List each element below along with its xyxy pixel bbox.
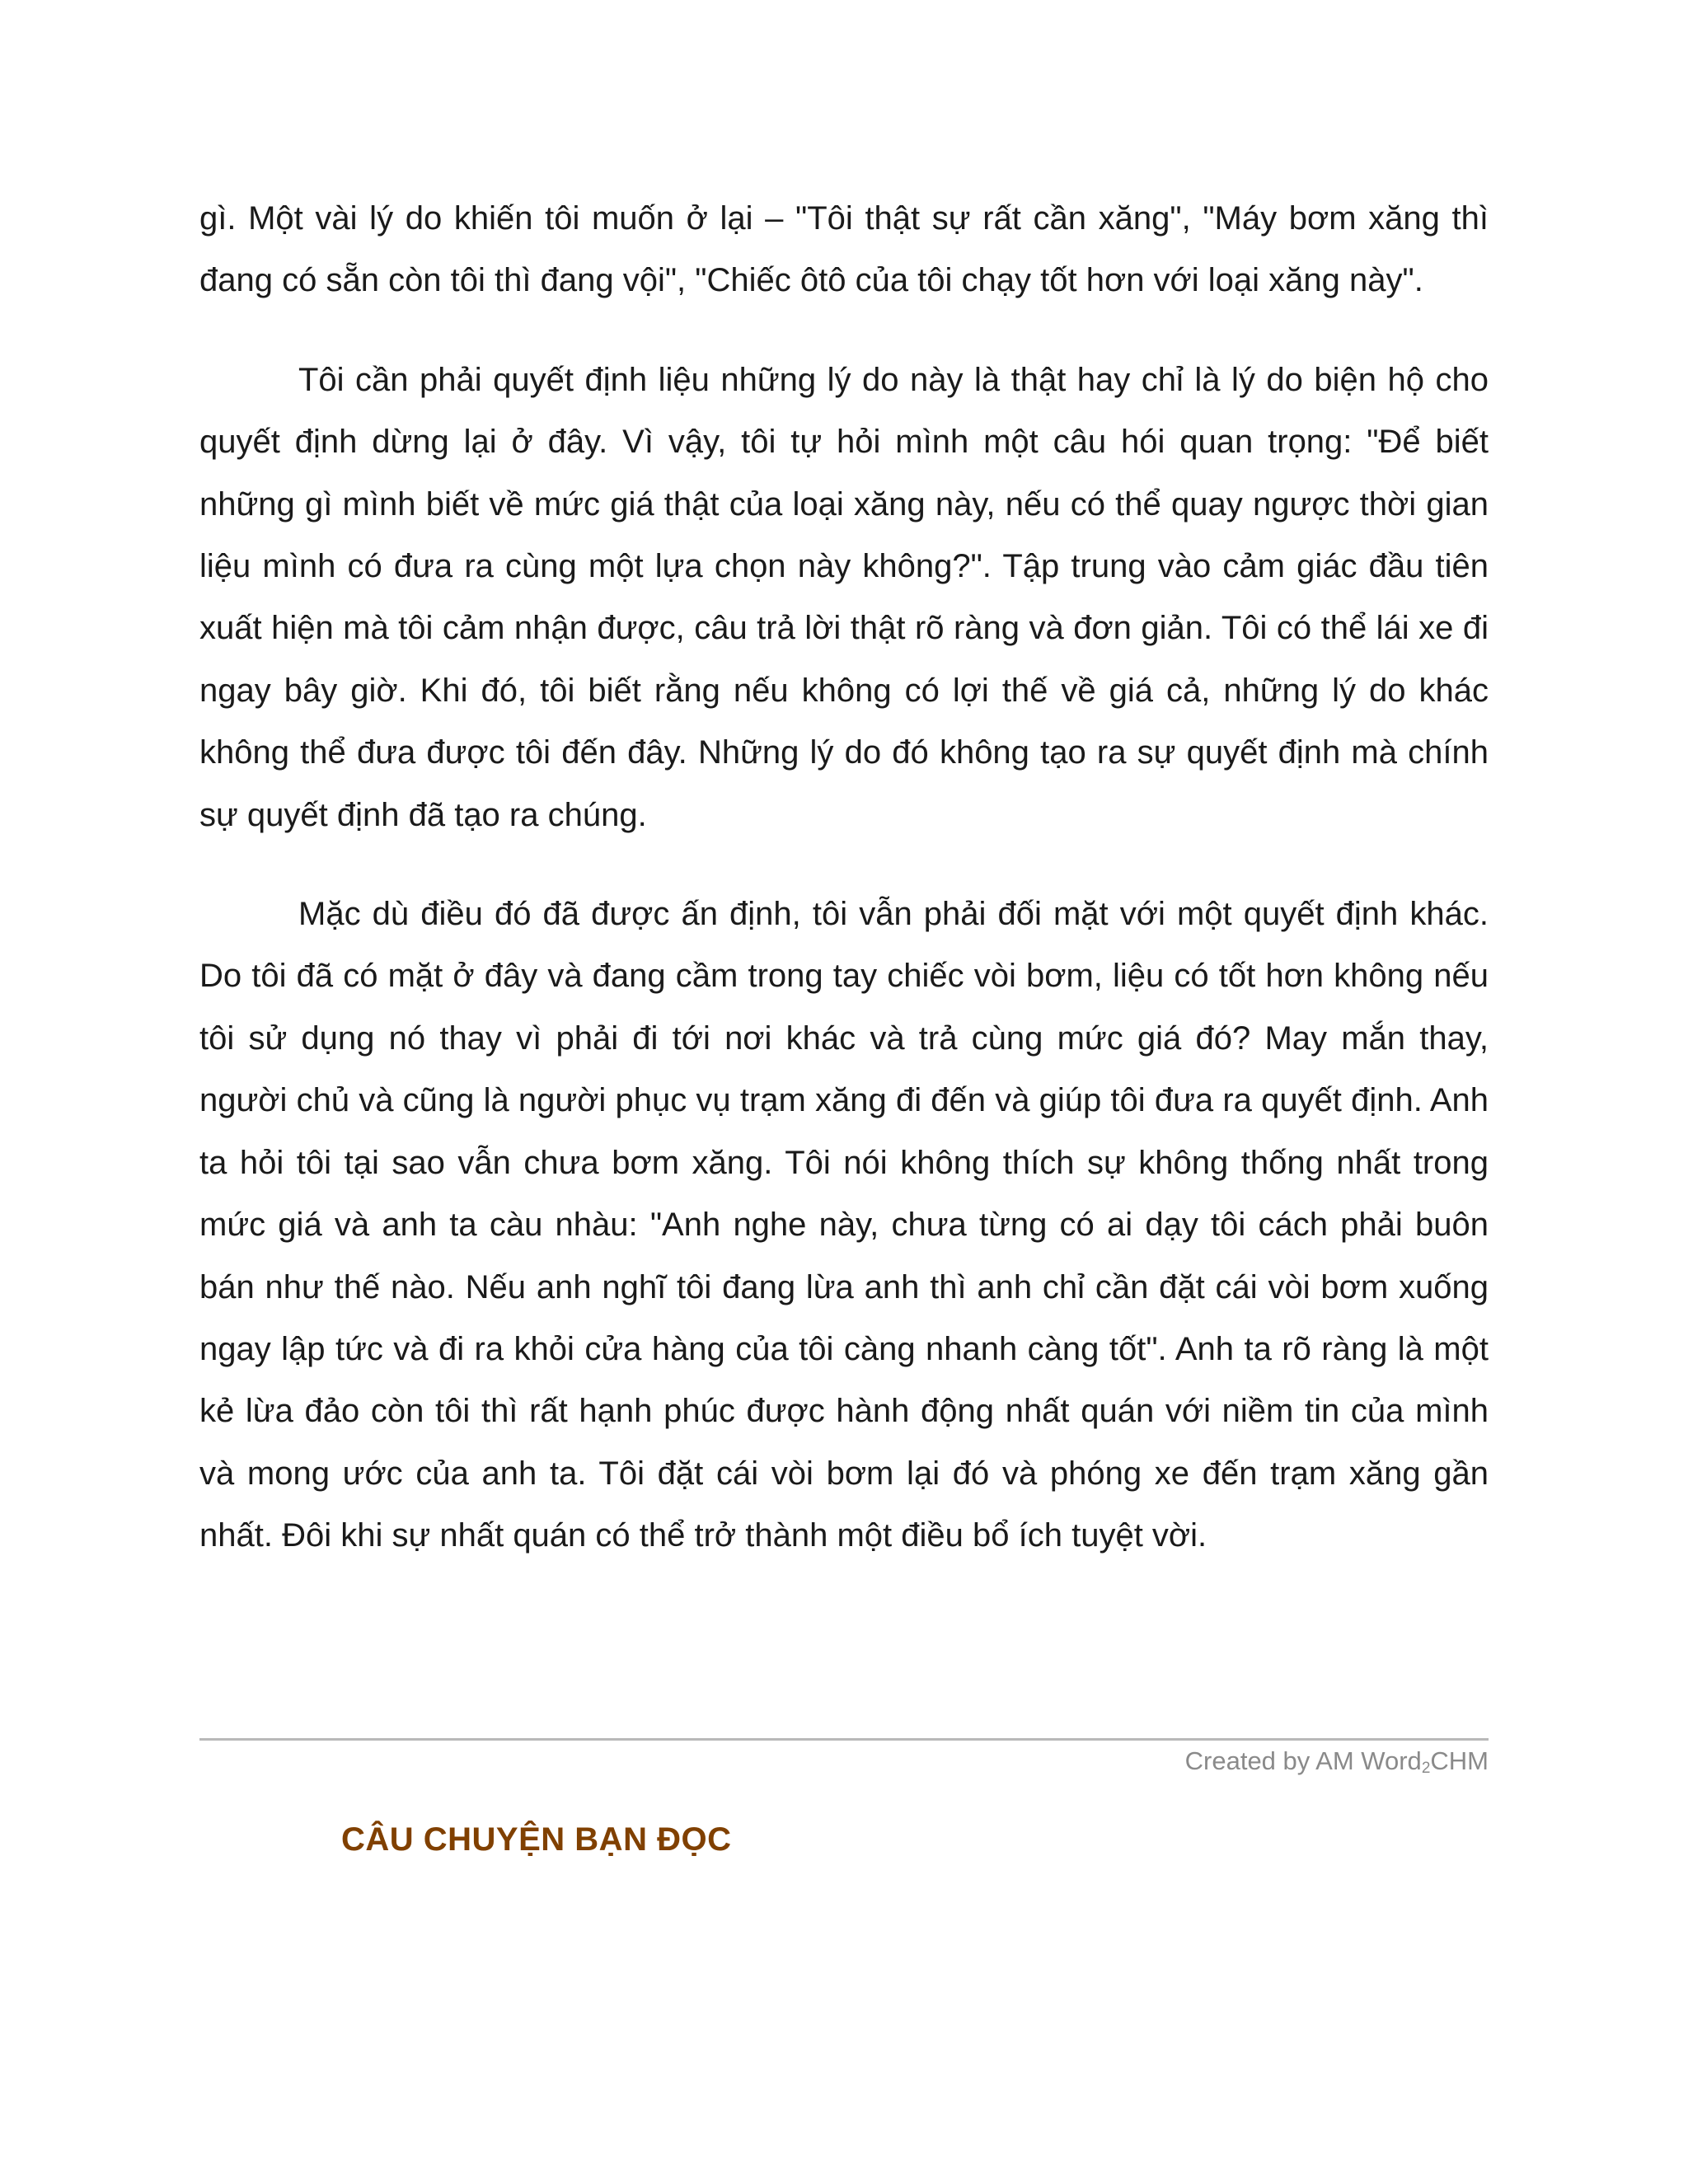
credit-suffix: CHM bbox=[1430, 1746, 1489, 1775]
section-heading: CÂU CHUYỆN BẠN ĐỌC bbox=[341, 1821, 732, 1858]
paragraph-2: Tôi cần phải quyết định liệu những lý do này là thật hay chỉ là lý do biện hộ cho quyết định dừng lại ở đây. Vì vậy, tôi tự hỏi mình một câu hói quan trọng: "Để biết những gì mình biết về mức giá thật của loại xăng này, nếu có thể quay ngược thời gian liệu mình có đưa ra cùng một lựa chọn này không?". Tập trung vào cảm giác đầu tiên xuất hiện mà tôi cảm nhận được, câu trả lời thật rõ ràng và đơn giản. Tôi có thể lái xe đi ngay bây giờ. Khi đó, tôi biết rằng nếu không có lợi thế về giá cả, những lý do khác không thể đưa được tôi đến đây. Những lý do đó không tạo ra sự quyết định mà chính sự quyết định đã tạo ra chúng. bbox=[199, 361, 1489, 833]
credit-subscript: 2 bbox=[1421, 1760, 1431, 1777]
footer-divider bbox=[199, 1738, 1489, 1741]
paragraph-3: Mặc dù điều đó đã được ấn định, tôi vẫn phải đối mặt với một quyết định khác. Do tôi đã có mặt ở đây và đang cầm trong tay chiếc vòi bơm, liệu có tốt hơn không nếu tôi sử dụng nó thay vì phải đi tới nơi khác và trả cùng mức giá đó? May mắn thay, người chủ và cũng là người phục vụ trạm xăng đi đến và giúp tôi đưa ra quyết định. Anh ta hỏi tôi tại sao vẫn chưa bơm xăng. Tôi nói không thích sự không thống nhất trong mức giá và anh ta càu nhàu: "Anh nghe này, chưa từng có ai dạy tôi cách phải buôn bán như thế nào. Nếu anh nghĩ tôi đang lừa anh thì anh chỉ cần đặt cái vòi bơm xuống ngay lập tức và đi ra khỏi cửa hàng của tôi càng nhanh càng tốt". Anh ta rõ ràng là một kẻ lừa đảo còn tôi thì rất hạnh phúc được hành động nhất quán với niềm tin của mình và mong ước của anh ta. Tôi đặt cái vòi bơm lại đó và phóng xe đến trạm xăng gần nhất. Đôi khi sự nhất quán có thể trở thành một điều bổ ích tuyệt vời. bbox=[199, 896, 1489, 1554]
article-body bbox=[199, 188, 1489, 1568]
paragraph-1: gì. Một vài lý do khiến tôi muốn ở lại – "Tôi thật sự rất cần xăng", "Máy bơm xăng thì đang có sẵn còn tôi thì đang vội", "Chiếc ôtô của tôi chạy tốt hơn với loại xăng này". bbox=[199, 200, 1489, 299]
footer-credit bbox=[1185, 1745, 1489, 1778]
credit-prefix: Created by AM Word bbox=[1184, 1746, 1422, 1775]
